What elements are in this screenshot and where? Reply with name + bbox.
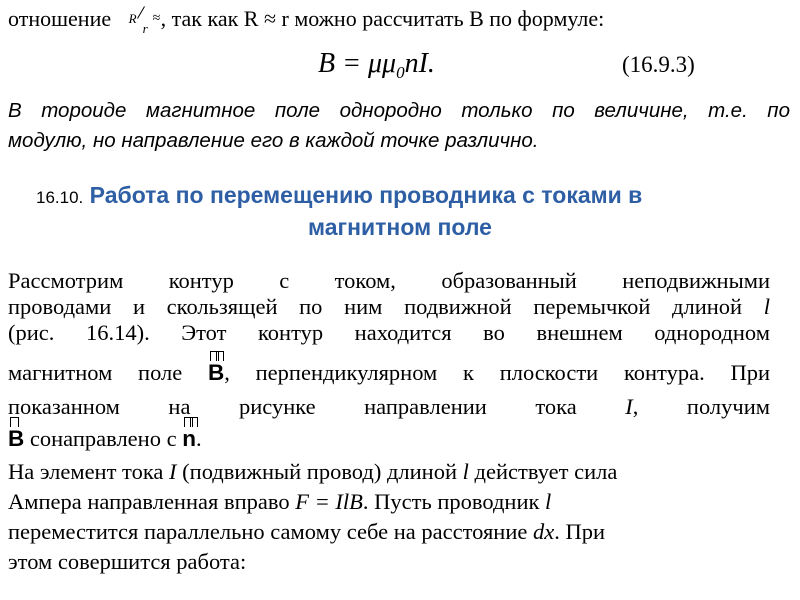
body-line-4-text-b: , перпендикулярном к плоскости контура. При [224,360,770,385]
body-line-8-text-a: Ампера направленная вправо [8,489,296,514]
current-I: I [625,394,633,419]
formula-16-9-3 [318,48,435,89]
current-I-2: I [169,459,177,484]
body-line-6-text-a: сонаправлено с [24,426,183,451]
body-line-9 [8,519,605,545]
body-line-9-text-a: переместится параллельно самому себе на расстояние [8,519,533,544]
length-l: l [763,294,770,319]
body-line-5 [8,394,770,420]
fraction-approx: ≈ [152,11,161,26]
toroid-line-1: В тороиде магнитное поле однородно только по величине, т.е. по [8,99,790,122]
body-line-7 [8,459,617,485]
body-line-8 [8,489,551,515]
body-line-7-text-c: действует сила [468,459,618,484]
vector-B-2 [8,426,24,452]
body-line-6 [8,426,202,452]
ampere-force-formula: F = IlB [295,489,363,514]
formula-lhs: B = μμ [318,48,397,79]
length-l-2: l [462,459,469,484]
section-title-line-1: Работа по перемещению проводника с токами в [89,182,643,208]
body-line-7-text-b: (подвижный провод) длиной [176,459,463,484]
body-line-7-text-a: На элемент тока [8,459,170,484]
vector-B-2-glyph: B [8,426,25,451]
equation-number: (16.9.3) [622,52,695,77]
displacement-dx: dx [532,519,555,544]
section-heading [36,180,642,213]
fraction-numerator: R [128,11,137,26]
formula-rhs: nI. [404,48,435,79]
intro-text: , так как R ≈ r можно рассчитать B по формуле: [160,6,605,31]
formula-subscript: 0 [396,63,405,82]
intro-word: отношение [8,6,112,31]
body-line-6-text-b: . [195,426,202,451]
ratio-fraction [117,6,161,36]
body-line-9-text-b: . При [554,519,606,544]
body-line-4-text-a: магнитном поле [8,360,209,385]
body-line-2 [8,294,770,320]
section-title-line-2: магнитном поле [308,214,492,240]
intro-line [8,6,605,36]
section-number: 16.10. [36,188,84,207]
body-line-8-text-b: . Пусть проводник [362,489,546,514]
length-l-3: l [545,489,552,514]
body-line-2-text: проводами и скользящей по ним подвижной перемычкой длиной [8,294,764,319]
body-line-3: (рис. 16.14). Этот контур находится во внешнем однородном [8,320,770,345]
toroid-line-2: модулю, но направление его в каждой точке различно. [8,129,539,152]
vector-n-glyph: n [182,426,196,451]
vector-B [208,360,224,386]
body-line-5-text-b: , получим [632,394,770,419]
body-line-10: этом совершится работа: [8,549,247,574]
body-line-4 [8,360,770,386]
vector-B-glyph: B [208,360,225,385]
body-line-1: Рассмотрим контур с током, образованный неподвижными [8,268,770,293]
fraction-denominator: r [142,21,148,36]
body-line-5-text-a: показанном на рисунке направлении тока [8,394,626,419]
vector-n [182,426,196,452]
